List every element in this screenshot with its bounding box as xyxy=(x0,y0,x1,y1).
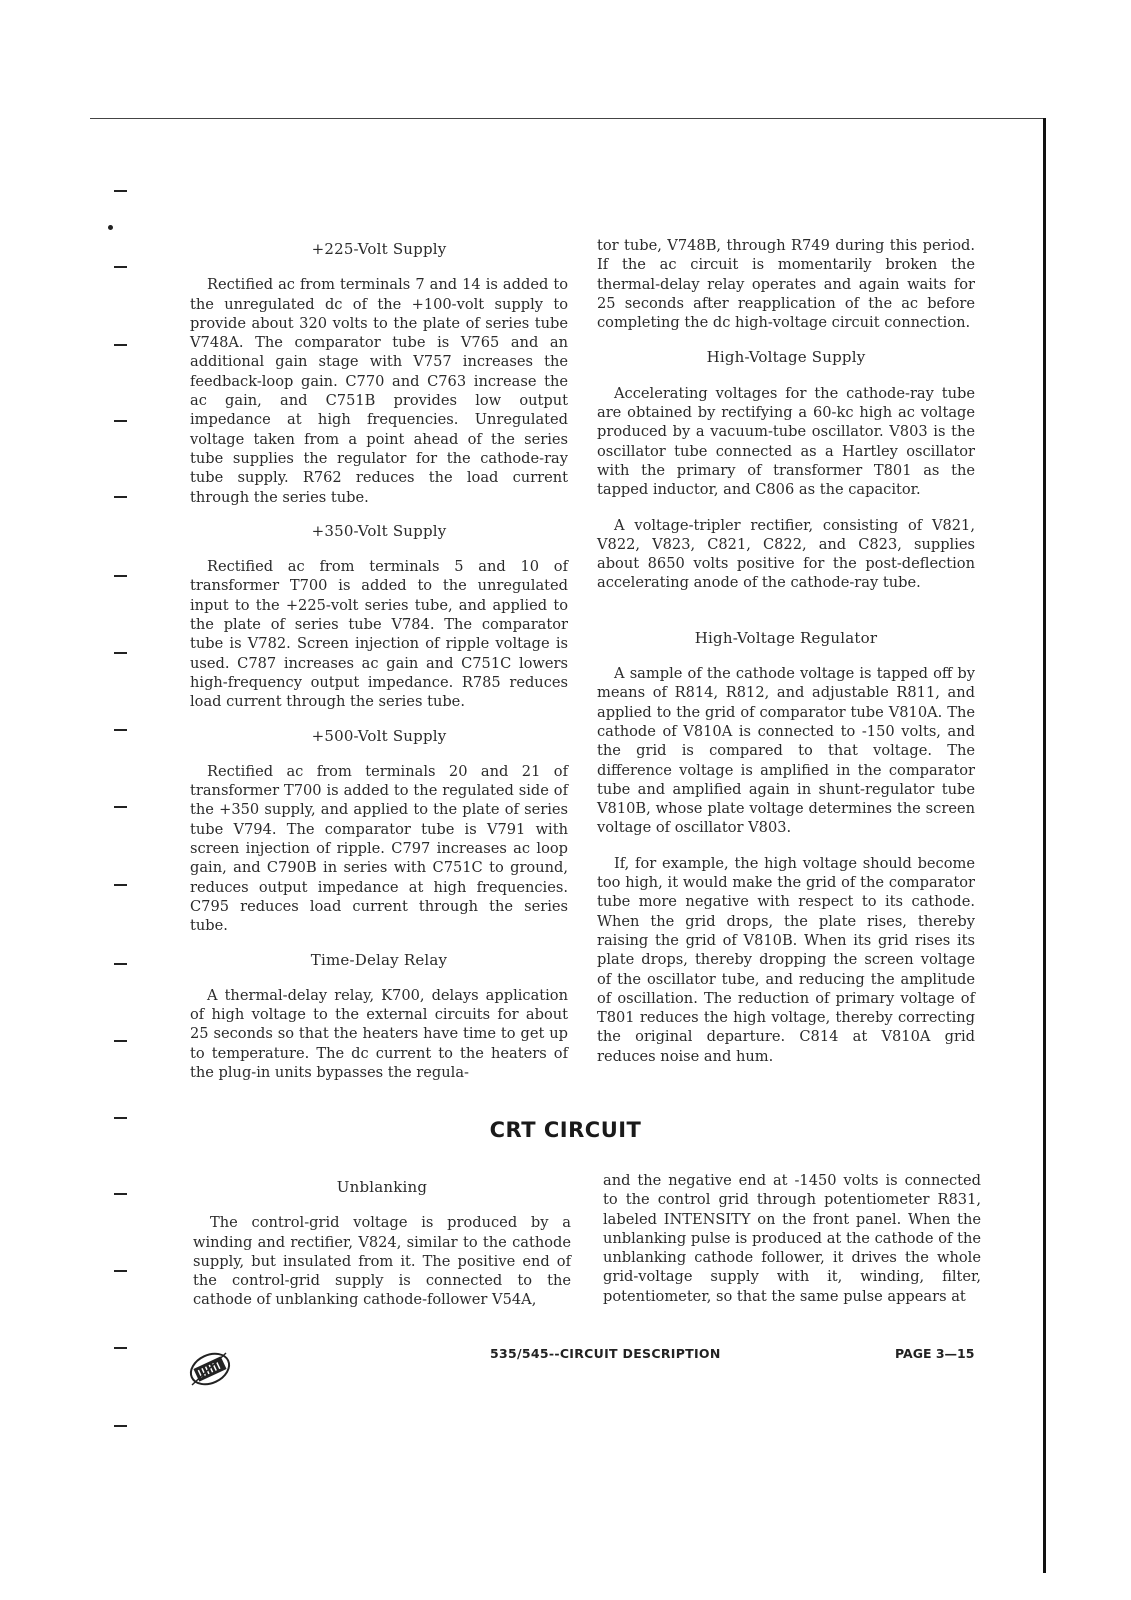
section-title-high-voltage-supply: High-Voltage Supply xyxy=(706,348,866,367)
footer-page-number: PAGE 3—15 xyxy=(895,1346,975,1361)
margin-mark xyxy=(114,420,127,422)
page-frame-right-rule xyxy=(1043,118,1046,1573)
paragraph-unblanking-continued: and the negative end at -1450 volts is connected to the control grid through potentiometer R831, labeled INTENSITY on the front panel. When the unblanking pulse is produced at the cathode of the unblanking cathode follower, it drives the whole grid-voltage supply with it, winding, filter, potentiometer, so that the same pulse appears at xyxy=(603,1172,981,1305)
crt-right-column xyxy=(603,1171,981,1306)
margin-mark xyxy=(114,344,127,346)
margin-mark xyxy=(114,266,127,268)
paragraph-350-volt: Rectified ac from terminals 5 and 10 of transformer T700 is added to the unregulated input to the +225-volt series tube, and applied to the plate of series tube V784. The comparator tube is V782. Screen injection of ripple voltage is used. C787 increases ac gain and C751C lowers high-frequency output impedance. R785 reduces load current through the series tube. xyxy=(190,558,568,711)
paragraph-high-voltage-regulator-1: A sample of the cathode voltage is tapped off by means of R814, R812, and adjustable R811, and applied to the grid of comparator tube V810A. The cathode of V810A is connected to -150 volts, and the grid is compared to that voltage. The difference voltage is amplified in the comparator tube and amplified again in shunt-regulator tube V810B, whose plate voltage determines the screen voltage of oscillator V803. xyxy=(597,665,975,837)
paragraph-time-delay-continued: tor tube, V748B, through R749 during this period. If the ac circuit is momentarily broken the thermal-delay relay operates and again waits for 25 seconds after reapplication of the ac before completing the dc high-voltage circuit connection. xyxy=(597,237,975,332)
margin-mark xyxy=(114,190,127,192)
margin-mark xyxy=(114,884,127,886)
margin-mark xyxy=(114,963,127,965)
section-title-unblanking: Unblanking xyxy=(336,1178,428,1196)
footer-document-title: 535/545--CIRCUIT DESCRIPTION xyxy=(490,1346,721,1361)
crt-left-column xyxy=(193,1178,571,1310)
margin-mark xyxy=(114,1347,127,1349)
margin-mark xyxy=(114,496,127,498)
margin-mark xyxy=(114,806,127,808)
paragraph-unblanking: The control-grid voltage is produced by a winding and rectifier, V824, similar to the cathode supply, but insulated from it. The positive end of the control-grid supply is connected to the cathode of unblanking cathode-follower V54A, xyxy=(193,1214,571,1309)
section-title-225-volt: +225-Volt Supply xyxy=(311,240,447,258)
margin-mark xyxy=(114,575,127,577)
section-title-time-delay-relay: Time-Delay Relay xyxy=(310,950,448,969)
tektronix-logo-icon xyxy=(186,1345,234,1393)
margin-mark xyxy=(114,1193,127,1195)
paragraph-high-voltage-supply-2: A voltage-tripler rectifier, consisting of V821, V822, V823, C821, C822, and C823, supplies about 8650 volts positive for the post-deflection accelerating anode of the cathode-ray tube. xyxy=(597,516,975,592)
margin-mark xyxy=(114,729,127,731)
margin-mark xyxy=(114,1270,127,1272)
section-title-500-volt: +500-Volt Supply xyxy=(311,726,447,745)
right-column xyxy=(597,236,975,1066)
margin-mark xyxy=(114,1425,127,1427)
section-title-high-voltage-regulator: High-Voltage Regulator xyxy=(694,628,878,647)
margin-registration-marks xyxy=(108,0,138,1600)
margin-dot xyxy=(108,225,113,230)
margin-mark xyxy=(114,1040,127,1042)
paragraph-high-voltage-regulator-2: If, for example, the high voltage should become too high, it would make the grid of the comparator tube more negative with respect to its cathode. When the grid drops, the plate rises, thereby raising the grid of V810B. When its grid rises its plate drops, thereby dropping the screen voltage of the oscillator tube, and reducing the amplitude of oscillation. The reduction of primary voltage of T801 reduces the high voltage, thereby correcting the original departure. C814 at V810A grid reduces noise and hum. xyxy=(597,854,975,1065)
paragraph-225-volt: Rectified ac from terminals 7 and 14 is added to the unregulated dc of the +100-volt supply to provide about 320 volts to the plate of series tube V748A. The comparator tube is V765 and an additional gain stage with V757 increases the feedback-loop gain. C770 and C763 increase the ac gain, and C751B provides low output impedance at high frequencies. Unregulated voltage taken from a point ahead of the series tube supplies the regulator for the cathode-ray tube supply. R762 reduces the load current through the series tube. xyxy=(190,276,568,506)
paragraph-time-delay-relay: A thermal-delay relay, K700, delays application of high voltage to the external circuits for about 25 seconds so that the heaters have time to get up to temperature. The dc current to the heaters of the plug-in units bypasses the regula- xyxy=(190,986,568,1081)
section-title-350-volt: +350-Volt Supply xyxy=(311,521,447,540)
page-frame-top-rule xyxy=(90,118,1045,119)
left-column xyxy=(190,240,568,1082)
margin-mark xyxy=(114,652,127,654)
paragraph-500-volt: Rectified ac from terminals 20 and 21 of transformer T700 is added to the regulated side of the +350 supply, and applied to the plate of series tube V794. The comparator tube is V791 with screen injection of ripple. C797 increases ac loop gain, and C790B in series with C751C to ground, reduces output impedance at high frequencies. C795 reduces load current through the series tube. xyxy=(190,762,568,935)
section-heading-crt-circuit: CRT CIRCUIT xyxy=(489,1118,642,1142)
paragraph-high-voltage-supply-1: Accelerating voltages for the cathode-ray tube are obtained by rectifying a 60-kc high ac voltage produced by a vacuum-tube oscillator. V803 is the oscillator tube connected as a Hartley oscillator with the primary of transformer T801 as the tapped inductor, and C806 as the capacitor. xyxy=(597,384,975,499)
